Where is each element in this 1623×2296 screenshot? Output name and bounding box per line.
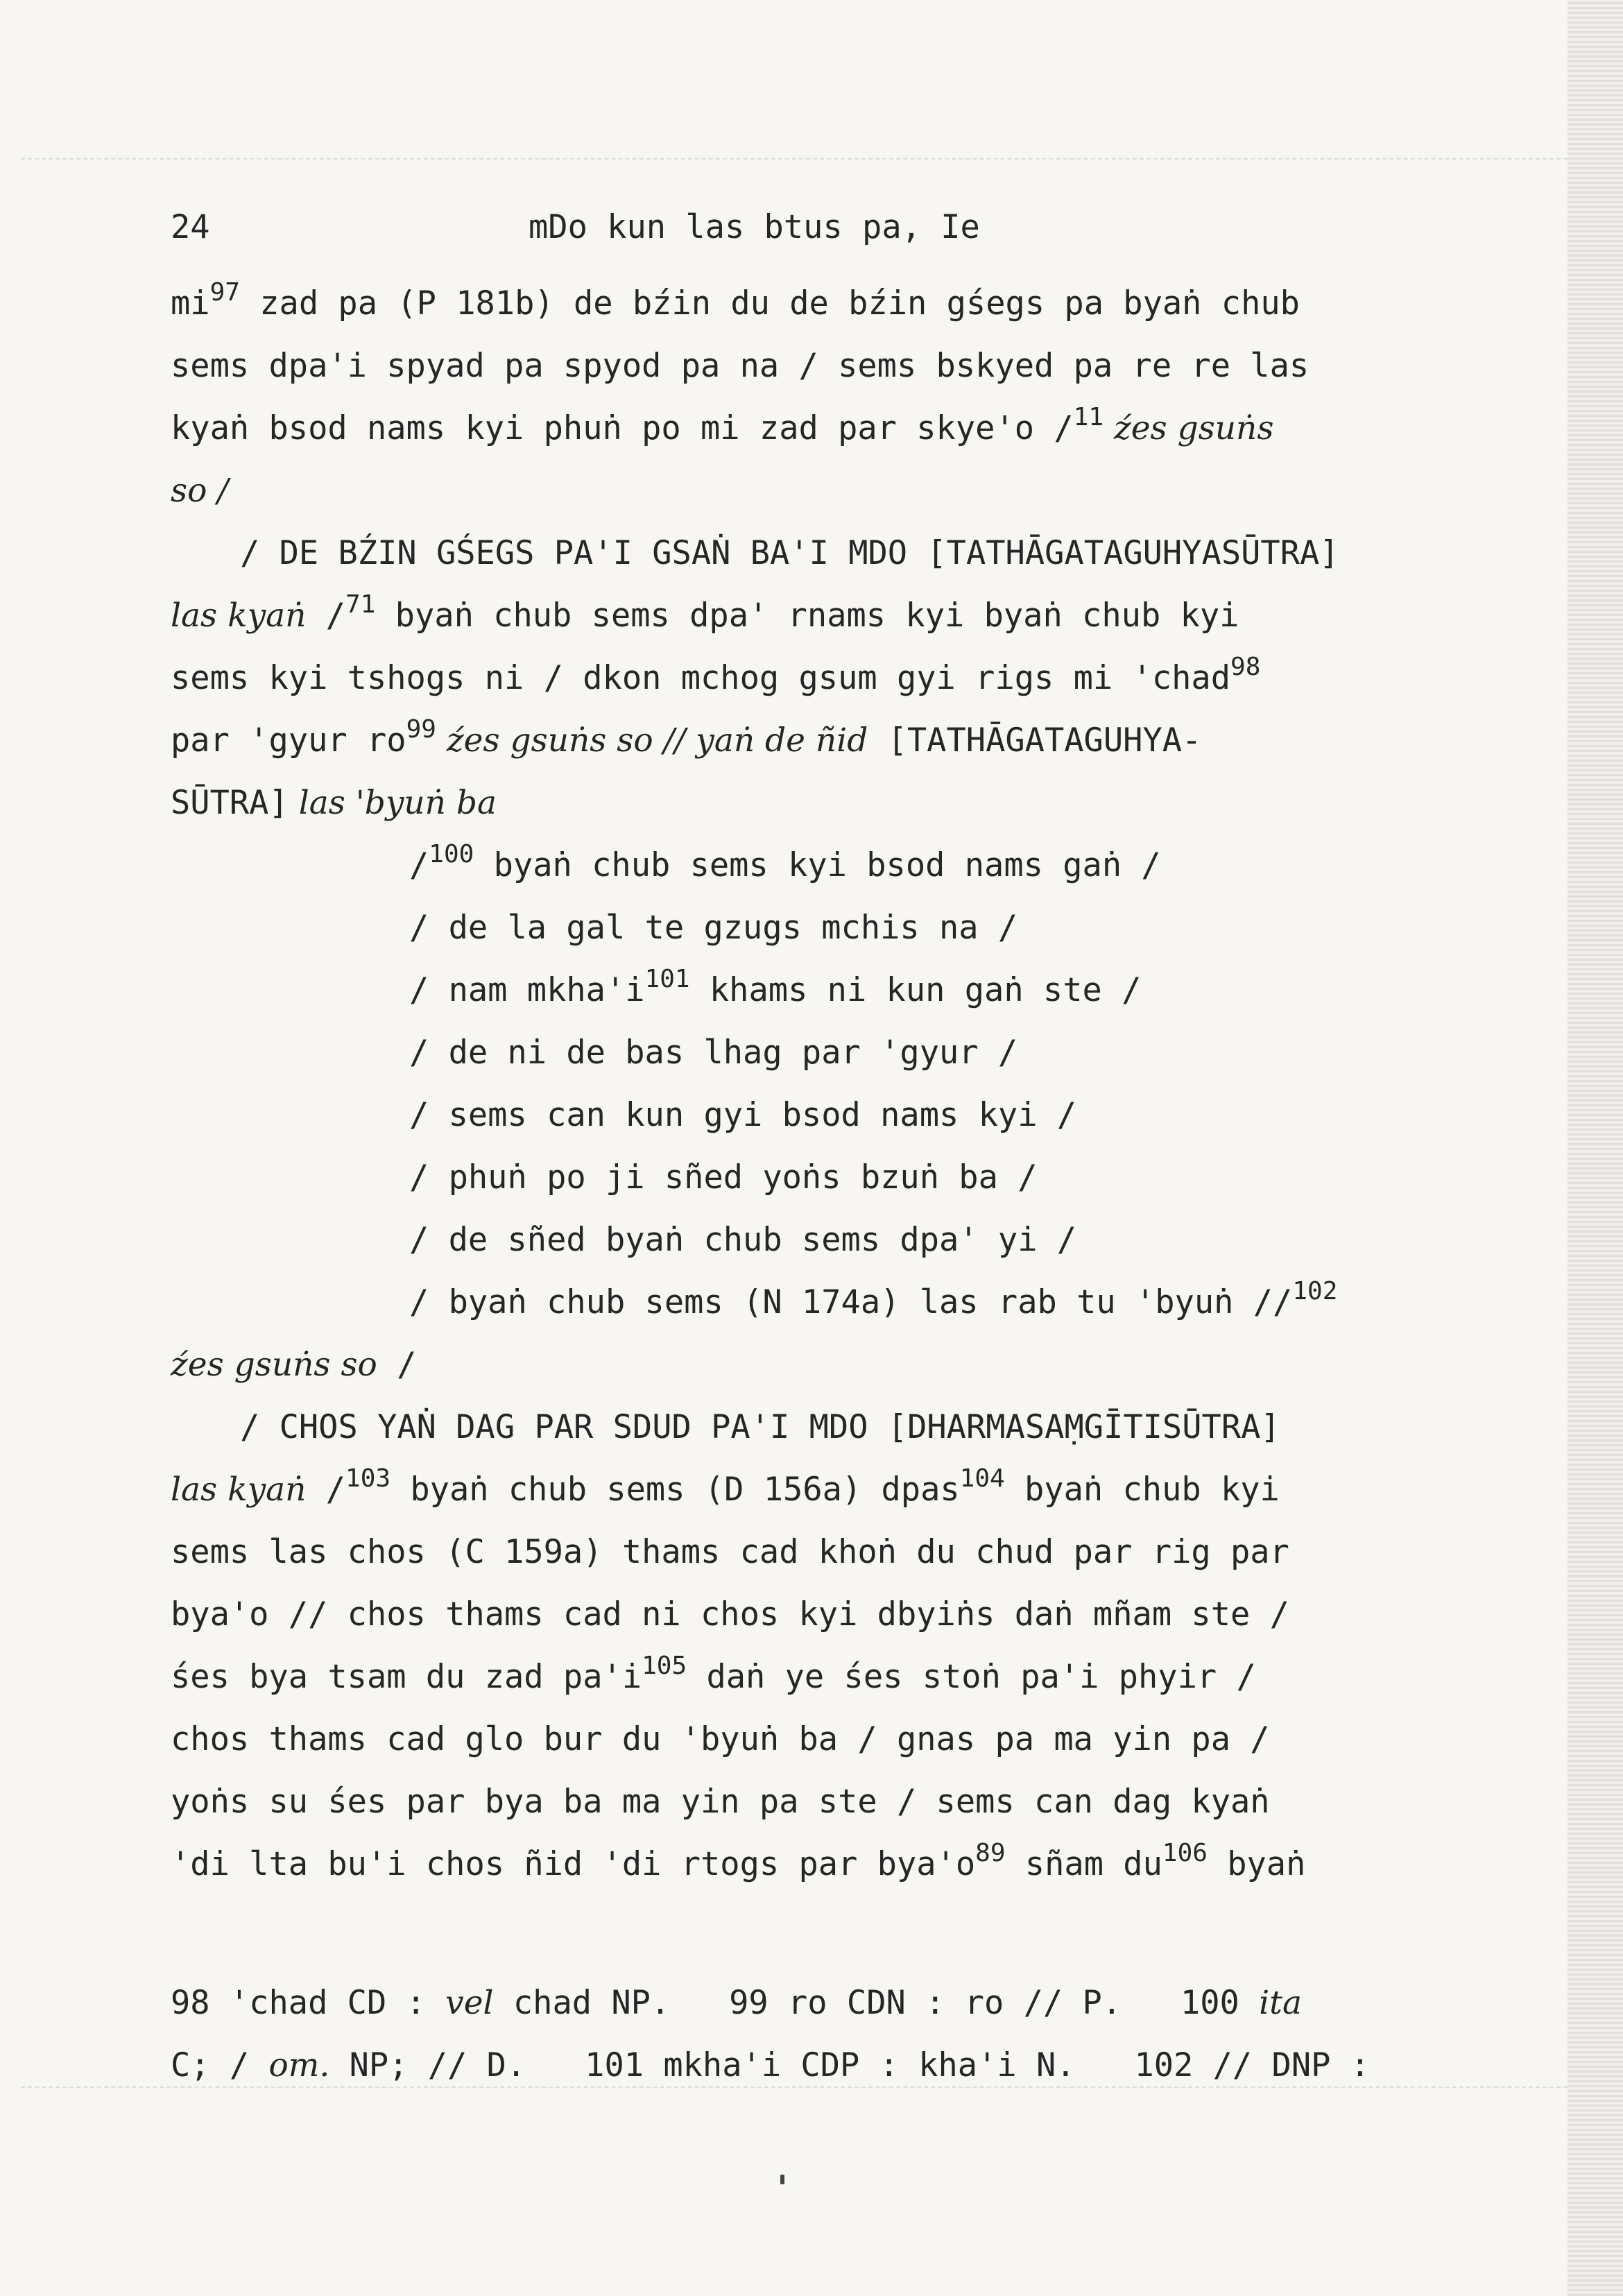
text-line: źes gsuṅs so / <box>171 1346 417 1384</box>
section-heading: / CHOS YAṄ DAG PAR SDUD PA'I MDO [DHARMASAṂGĪTISŪTRA] <box>240 1408 1280 1446</box>
section-heading: / DE BŹIN GŚEGS PA'I GSAṄ BA'I MDO [TATHĀGATAGUHYASŪTRA] <box>240 534 1339 572</box>
text-line: śes bya tsam du zad $pa'i^{105}$ daṅ ye śes stoṅ pa'i phyir / <box>171 1652 1256 1696</box>
page-number: 24 <box>171 208 210 246</box>
fold-line-bottom <box>21 2087 1568 2088</box>
footnote-ref: 102 <box>1292 1277 1338 1305</box>
text-line: 'di lta bu'i chos ñid 'di rtogs par $bya'o^{89}$ sñam $du^{106}$ byaṅ <box>171 1839 1306 1883</box>
footnote-ref: 103 <box>345 1464 391 1493</box>
text-line: las kyaṅ /$^{71}$ byaṅ chub sems dpa' rnams kyi byaṅ chub kyi <box>171 590 1239 635</box>
text-line: so / <box>171 472 229 510</box>
verse-line: / de la gal te gzugs mchis na / <box>409 909 1018 947</box>
text-line: bya'o // chos thams cad ni chos kyi dbyiṅs daṅ mñam ste / <box>171 1595 1289 1634</box>
footnote-ref: 89 <box>975 1839 1006 1867</box>
verse-line: / nam $mkha'i^{101}$ khams ni kun gaṅ ste / <box>409 965 1142 1009</box>
footnote-ref: 104 <box>959 1464 1005 1493</box>
verse-line: / de ni de bas lhag par 'gyur / <box>409 1034 1018 1072</box>
verse-line: / sems can kun gyi bsod nams kyi / <box>409 1096 1077 1134</box>
footnote-ref: 11 <box>1073 403 1104 431</box>
footnote-ref: 99 <box>406 715 436 744</box>
fold-line-top <box>21 158 1568 160</box>
text-line: kyaṅ bsod nams kyi phuṅ po mi zad par skye'o /$^{11}$ źes gsuṅs <box>171 403 1274 447</box>
footnote-ref: 100 <box>429 840 474 868</box>
text-line: sems kyi tshogs ni / dkon mchog gsum gyi rigs mi 'chad$^{98}$ <box>171 653 1261 697</box>
verse-line: /$^{100}$ byaṅ chub sems kyi bsod nams gaṅ / <box>409 840 1161 884</box>
ink-mark <box>780 2175 784 2184</box>
footnote-ref: 71 <box>345 590 376 619</box>
footnote-ref: 101 <box>644 965 690 993</box>
running-title: mDo kun las btus pa, Ie <box>529 208 980 246</box>
text-line: sems dpa'i spyad pa spyod pa na / sems bskyed pa re re las <box>171 347 1309 385</box>
footnote-ref: 106 <box>1162 1839 1208 1867</box>
text-line: las kyaṅ /$^{103}$ byaṅ chub sems (D 156a) dpas$^{104}$ byaṅ chub kyi <box>171 1464 1280 1509</box>
text-line: sems las chos (C 159a) thams cad khoṅ du chud par rig par <box>171 1533 1289 1571</box>
verse-line: / byaṅ chub sems (N 174a) las rab tu 'byuṅ //$^{102}$ <box>409 1277 1338 1321</box>
footnote-ref: 98 <box>1230 653 1261 681</box>
footnote-ref: 97 <box>209 278 240 307</box>
footnote-line: C; / om. NP; // D. 101 mkha'i CDP : kha'i N. 102 // DNP : <box>171 2046 1371 2084</box>
footnote-ref: 105 <box>642 1652 687 1680</box>
footnote-line: 98 'chad CD : vel chad NP. 99 ro CDN : ro // P. 100 ita <box>171 1984 1303 2022</box>
text-line: SŪTRA] las 'byuṅ ba <box>171 784 497 822</box>
text-line: yoṅs su śes par bya ba ma yin pa ste / sems can dag kyaṅ <box>171 1783 1270 1821</box>
text-line: chos thams cad glo bur du 'byuṅ ba / gnas pa ma yin pa / <box>171 1720 1270 1758</box>
verse-line: / de sñed byaṅ chub sems dpa' yi / <box>409 1221 1077 1259</box>
text-line: $mi^{97}$ zad pa (P 181b) de bźin du de bźin gśegs pa byaṅ chub <box>171 278 1300 323</box>
text-line: par 'gyur $ro^{99}$ źes gsuṅs so // yaṅ de ñid [TATHĀGATAGUHYA- <box>171 715 1202 760</box>
verse-line: / phuṅ po ji sñed yoṅs bzuṅ ba / <box>409 1158 1038 1197</box>
scan-edge <box>1568 0 1623 2296</box>
